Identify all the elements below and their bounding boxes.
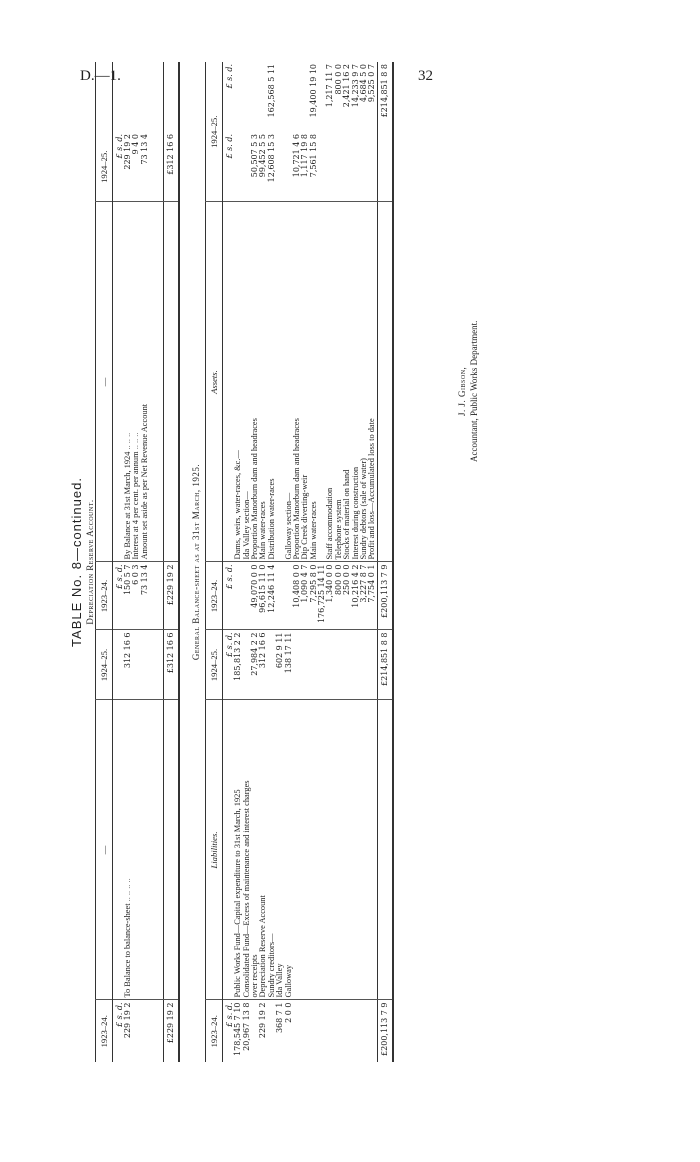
depreciation-title: Depreciation Reserve Account.: [85, 499, 95, 625]
asset-1924-subtotal: [360, 132, 368, 202]
bs-unit: £ s. d.: [223, 630, 235, 700]
liab-1923-amount: [301, 1000, 309, 1062]
asset-text: Interest during construction: [352, 202, 360, 562]
liab-total-1924: £214,851 8 8: [377, 630, 393, 700]
asset-1924-subtotal: 7,561 15 8: [308, 134, 318, 178]
liab-1923-amount: [352, 1000, 360, 1062]
liab-1924-amount: 185,813 2 2: [234, 630, 242, 700]
table-row: [310, 62, 318, 1062]
bs-unit: £ s. d.: [225, 63, 235, 89]
asset-1924-subtotal: 10,721 4 6: [292, 134, 302, 178]
asset-1924-amount: [285, 62, 293, 132]
dep-unit: £ s. d.: [115, 134, 124, 159]
bs-unit: £ s. d.: [223, 1000, 235, 1062]
dep-right-total-1923: £229 19 2: [164, 562, 180, 630]
asset-text: Telephone system: [335, 202, 343, 562]
dep-col-1923-left: 1923–24.: [96, 1000, 113, 1062]
dep-right-1924-amount: 73 13 4: [139, 134, 149, 165]
dep-left-text: To Balance to balance-sheet .. .. .. ..: [124, 700, 132, 1000]
asset-1924-subtotal: 1,117 19 8: [300, 134, 310, 178]
asset-1924-amount: 1,217 11 7: [325, 63, 335, 108]
table-row: [124, 62, 132, 1062]
liab-1923-amount: [360, 1000, 368, 1062]
table-row: [132, 62, 140, 1062]
liab-text: [293, 700, 301, 1000]
dep-right-1923-amount: 6 0 3: [132, 562, 140, 630]
bs-col-1924-left: 1924–25.: [206, 630, 223, 700]
asset-1923-amount: 49,070 0 0: [251, 562, 259, 630]
dep-unit: £ s. d.: [113, 562, 125, 630]
liab-text: [352, 700, 360, 1000]
asset-1923-amount: [276, 562, 284, 630]
liab-1924-amount: [352, 630, 360, 700]
dep-right-1923-amount: 150 5 7: [124, 562, 132, 630]
asset-text: Distribution water-races: [268, 202, 276, 562]
asset-1924-subtotal: [335, 132, 343, 202]
liab-text: [318, 700, 326, 1000]
dep-left-1924-amount: 312 16 6: [124, 630, 132, 700]
asset-1924-amount: 4,684 5 0: [358, 63, 368, 103]
liab-1923-amount: [335, 1000, 343, 1062]
asset-1924-subtotal: [276, 132, 284, 202]
asset-text: Main water-races: [310, 202, 318, 562]
liab-text: Galloway: [285, 700, 293, 1000]
table-row: [318, 62, 326, 1062]
table-row: [141, 62, 149, 1062]
asset-text: Dams, weirs, water-races, &c.—: [234, 202, 242, 562]
asset-text: Sundry debtors (sale of water): [360, 202, 368, 562]
liab-1924-amount: [326, 630, 334, 700]
table-row: [301, 62, 309, 1062]
dep-right-1924-amount: 9 4 0: [131, 134, 141, 155]
bs-col-1923-right: 1923–24.: [206, 562, 223, 630]
liab-1924-amount: 312 16 6: [259, 630, 267, 700]
liab-text: [326, 700, 334, 1000]
bs-unit: £ s. d.: [223, 562, 235, 630]
rotated-table-content: [62, 62, 542, 1062]
depreciation-table: [95, 62, 180, 1062]
table-row: [335, 62, 343, 1062]
liab-1923-amount: [310, 1000, 318, 1062]
asset-text: Proportion Manorburn dam and headraces: [251, 202, 259, 562]
liab-text: Depreciation Reserve Account: [259, 700, 267, 1000]
asset-1924-subtotal: [352, 132, 360, 202]
asset-1923-amount: 7,295 8 0: [310, 562, 318, 630]
asset-1923-amount: 10,216 4 2: [352, 562, 360, 630]
signature-block: [457, 321, 480, 462]
dep-right-total-1924: £312 16 6: [164, 132, 180, 202]
liab-1923-amount: 229 19 2: [259, 1000, 267, 1062]
liab-text: [368, 700, 377, 1000]
dep-left-total-1924: £312 16 6: [164, 630, 180, 700]
page-number: 32: [418, 68, 433, 84]
liab-text: [343, 700, 351, 1000]
asset-text: Main water-races: [259, 202, 267, 562]
table-row: [343, 62, 351, 1062]
table-row: [259, 62, 267, 1062]
dep-col-dash-right: —: [96, 202, 113, 562]
asset-1923-amount: 3,227 8 7: [360, 562, 368, 630]
liab-1924-amount: [310, 630, 318, 700]
asset-1923-amount: 1,090 4 7: [301, 562, 309, 630]
table-title: TABLE No. 8—continued.: [69, 477, 84, 647]
dep-col-1924-right: 1924–25.: [96, 132, 113, 202]
asset-1924-subtotal: 99,452 5 5: [258, 134, 268, 178]
liab-1924-amount: 27,984 2 2: [251, 630, 259, 700]
asset-total-1923: £200,113 7 9: [377, 562, 393, 630]
dep-col-dash-left: —: [96, 700, 113, 1000]
liab-total-1923: £200,113 7 9: [377, 1000, 393, 1062]
balance-sheet-table: [205, 62, 394, 1062]
page-identifier: D.—1.: [80, 68, 121, 84]
asset-1923-amount: 176,725 14 11: [318, 562, 326, 630]
dep-right-1924-amount: 229 19 2: [123, 134, 132, 170]
dep-left-total-1923: £229 19 2: [164, 1000, 180, 1062]
asset-1924-subtotal: [234, 132, 242, 202]
table-row: [360, 62, 368, 1062]
liab-text: Consolidated Fund—Excess of maintenance and interest charges: [243, 700, 251, 1000]
table-row: [285, 62, 293, 1062]
asset-1923-amount: 10,408 0 0: [293, 562, 301, 630]
liab-text: over receipts: [251, 700, 259, 1000]
liabilities-heading: Liabilities.: [206, 700, 223, 1000]
asset-1924-amount: 19,400 19 10: [308, 63, 318, 118]
asset-text: Profit and loss—Accumulated loss to date: [368, 202, 377, 562]
assets-heading: Assets.: [206, 202, 223, 562]
asset-1924-amount: 2,421 16 2: [342, 63, 352, 108]
asset-text: Dip Creek diverting-weir: [301, 202, 309, 562]
asset-text: Staff accommodation: [326, 202, 334, 562]
asset-1923-amount: 1,340 0 0: [326, 562, 334, 630]
asset-1924-subtotal: [343, 132, 351, 202]
liab-1924-amount: [301, 630, 309, 700]
dep-right-1923-amount: 73 13 4: [141, 562, 149, 630]
asset-total-1924: £214,851 8 8: [377, 62, 393, 132]
table-row: [243, 62, 251, 1062]
asset-1924-amount: [251, 62, 259, 132]
asset-1924-amount: 162,568 5 11: [266, 63, 276, 118]
liab-1923-amount: 20,967 13 8: [243, 1000, 251, 1062]
asset-1924-amount: 9,525 0 7: [367, 63, 377, 103]
bs-unit: £ s. d.: [225, 134, 235, 159]
liab-1923-amount: [293, 1000, 301, 1062]
asset-1923-amount: 800 0 0: [335, 562, 343, 630]
asset-1923-amount: [234, 562, 242, 630]
asset-1924-subtotal: 50,507 5 3: [250, 134, 260, 178]
liab-1923-amount: [318, 1000, 326, 1062]
dep-right-text: Interest at 4 per cent. per annum .. .. ..: [132, 202, 140, 562]
asset-1924-amount: 14,233 9 7: [350, 63, 360, 108]
liab-text: [301, 700, 309, 1000]
liab-1923-amount: [343, 1000, 351, 1062]
asset-1924-subtotal: [368, 132, 377, 202]
bs-col-1923-left: 1923–24.: [206, 1000, 223, 1062]
liab-1923-amount: 368 7 1: [276, 1000, 284, 1062]
dep-left-1923-amount: 229 19 2: [124, 1000, 132, 1062]
dep-col-1924-left: 1924–25.: [96, 630, 113, 700]
asset-1923-amount: 7,754 0 1: [368, 562, 377, 630]
dep-right-text: By Balance at 31st March, 1924 .. .. ..: [124, 202, 132, 562]
asset-text: Ida Valley section—: [243, 202, 251, 562]
table-row: [293, 62, 301, 1062]
liab-1923-amount: [326, 1000, 334, 1062]
asset-1924-amount: [243, 62, 251, 132]
liab-1924-amount: [343, 630, 351, 700]
dep-unit: £ s. d.: [113, 1000, 125, 1062]
liab-1924-amount: 602 9 11: [276, 630, 284, 700]
asset-1924-subtotal: [318, 132, 326, 202]
asset-1924-amount: [234, 62, 242, 132]
asset-text: Galloway section—: [285, 202, 293, 562]
dep-col-1923-right: 1923–24.: [96, 562, 113, 630]
liab-text: [335, 700, 343, 1000]
asset-1923-amount: 96,615 11 0: [259, 562, 267, 630]
liab-text: [310, 700, 318, 1000]
table-row: [268, 62, 276, 1062]
asset-1923-amount: 250 0 0: [343, 562, 351, 630]
asset-1924-amount: [293, 62, 301, 132]
table-row: [276, 62, 284, 1062]
dep-right-text: Amount set aside as per Net Revenue Account: [141, 202, 149, 562]
liab-1923-amount: 178,545 7 10: [234, 1000, 242, 1062]
liab-1924-amount: [293, 630, 301, 700]
table-row: [368, 62, 377, 1062]
liab-1924-amount: [335, 630, 343, 700]
liab-1923-amount: 2 0 0: [285, 1000, 293, 1062]
asset-1924-amount: [276, 62, 284, 132]
asset-text: Stocks of material on hand: [343, 202, 351, 562]
liab-1924-amount: [360, 630, 368, 700]
liab-text: Ida Valley: [276, 700, 284, 1000]
table-row: [326, 62, 334, 1062]
asset-1923-amount: 12,246 11 4: [268, 562, 276, 630]
signatory-title: Accountant, Public Works Department.: [468, 320, 479, 462]
liab-text: [360, 700, 368, 1000]
liab-1924-amount: [368, 630, 377, 700]
asset-1924-subtotal: [326, 132, 334, 202]
liab-1923-amount: [368, 1000, 377, 1062]
asset-text: Proportion Manorburn dam and headraces: [293, 202, 301, 562]
asset-1924-subtotal: 12,608 15 3: [266, 134, 276, 183]
balance-sheet-title: General Balance-sheet as at 31st March, 1925.: [191, 463, 202, 661]
table-row: [352, 62, 360, 1062]
liab-1924-amount: [318, 630, 326, 700]
signatory-name: J. J. Gibson,: [457, 366, 467, 416]
liab-text: Sundry creditors—: [268, 700, 276, 1000]
bs-col-1924-right: 1924–25.: [206, 62, 223, 202]
liab-text: Public Works Fund—Capital expenditure to 31st March, 1925: [234, 700, 242, 1000]
asset-1924-amount: 800 0 0: [333, 63, 343, 95]
liab-1924-amount: 138 17 11: [285, 630, 293, 700]
